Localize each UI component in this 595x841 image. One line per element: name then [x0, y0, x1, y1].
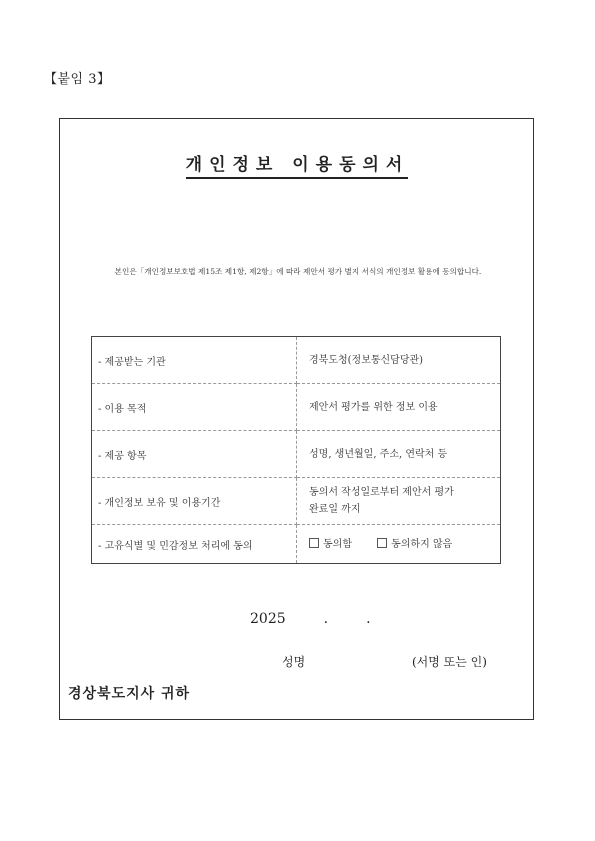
- date-month-separator: .: [323, 611, 329, 627]
- date-year: 2025: [250, 611, 286, 627]
- consent-statement: 본인은「개인정보보호법 제15조 제1항, 제2항」에 따라 제안서 평가 별지 서식의 개인정보 활용에 동의합니다.: [114, 267, 482, 276]
- row-label-institution: - 제공받는 기관: [92, 337, 297, 384]
- disagree-label: 동의하지 않음: [391, 538, 453, 550]
- table-row: [92, 431, 501, 478]
- row-label-items: - 제공 항목: [92, 431, 297, 478]
- agree-label: 동의함: [323, 538, 352, 550]
- retention-line-1: 동의서 작성일로부터 제안서 평가: [309, 487, 454, 498]
- table-row: [92, 525, 501, 564]
- table-row: [92, 478, 501, 525]
- row-label-retention: - 개인정보 보유 및 이용기간: [92, 478, 297, 525]
- consent-info-table: [91, 336, 501, 564]
- row-value-purpose: 제안서 평가를 위한 정보 이용: [297, 384, 501, 431]
- disagree-option[interactable]: [377, 536, 452, 553]
- retention-line-2: 완료일 까지: [309, 504, 361, 515]
- table-row: [92, 384, 501, 431]
- disagree-checkbox[interactable]: [377, 538, 387, 548]
- row-label-sensitive: - 고유식별 및 민감정보 처리에 동의: [92, 525, 297, 564]
- date-line: [250, 611, 371, 627]
- row-value-retention: [297, 478, 501, 525]
- signature-placeholder: (서명 또는 인): [412, 655, 487, 669]
- row-value-items: 성명, 생년월일, 주소, 연락처 등: [297, 431, 501, 478]
- row-value-sensitive: [297, 525, 501, 564]
- signature-name-label: 성명: [282, 655, 306, 669]
- document-title: 개인정보 이용동의서: [185, 155, 410, 175]
- attachment-label: 【붙임 3】: [44, 72, 111, 87]
- agree-option[interactable]: [309, 536, 352, 553]
- date-day-separator: .: [366, 611, 371, 627]
- row-value-institution: 경북도청(정보통신담당관): [297, 337, 501, 384]
- title-underline: [186, 177, 408, 179]
- agree-checkbox[interactable]: [309, 538, 319, 548]
- row-label-purpose: - 이용 목적: [92, 384, 297, 431]
- addressee: 경상북도지사 귀하: [68, 686, 191, 702]
- table-row: [92, 337, 501, 384]
